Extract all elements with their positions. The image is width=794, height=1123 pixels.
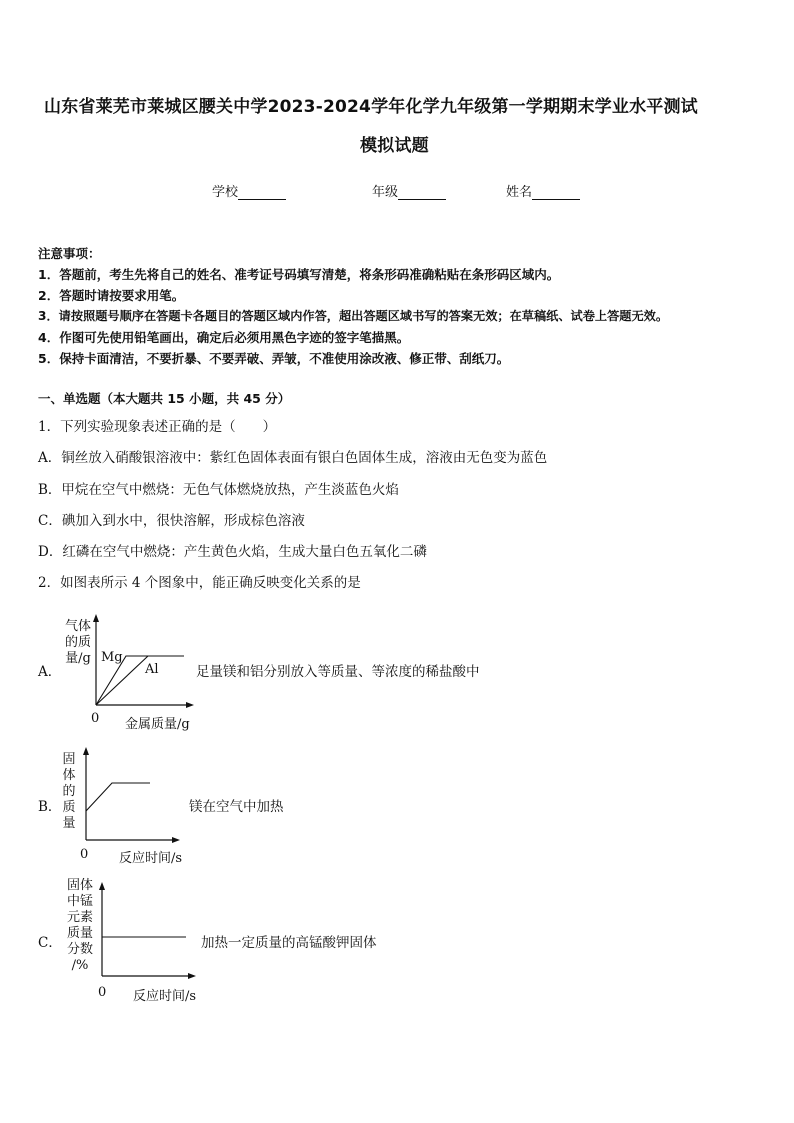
graph-a-x-axis-label: 金属质量/g [125, 717, 190, 732]
notice-item: 1．答题前，考生先将自己的姓名、准考证号码填写清楚，将条形码准确粘贴在条形码区域内。 [38, 267, 560, 282]
graph-c-y-axis-label: 固体 中锰 元素 质量 分数 /% [66, 878, 93, 973]
notice-item: 3．请按照题号顺序在答题卡各题目的答题区域内作答，超出答题区域书写的答案无效；在草稿纸、试卷上答题无效。 [38, 309, 669, 323]
question-1-option-b[interactable]: B．甲烷在空气中燃烧：无色气体燃烧放热，产生淡蓝色火焰 [38, 482, 399, 498]
school-field[interactable] [212, 181, 286, 200]
graph-b-y-axis-label: 固 体 的 质 量 [62, 752, 76, 831]
graph-c [94, 880, 204, 980]
graph-c-x-arrow [188, 973, 196, 979]
exam-title-line1: 山东省莱芜市莱城区腰关中学2023-2024学年化学九年级第一学期期末学业水平测试 [44, 97, 698, 117]
question-1-option-a[interactable]: A．铜丝放入硝酸银溶液中：紫红色固体表面有银白色固体生成，溶液由无色变为蓝色 [38, 450, 548, 466]
graph-b-line [86, 783, 150, 811]
notice-item: 5．保持卡面清洁，不要折暴、不要弄破、弄皱，不准使用涂改液、修正带、刮纸刀。 [38, 351, 510, 366]
question-1-stem: 1．下列实验现象表述正确的是（ ） [38, 419, 277, 435]
name-field[interactable] [506, 181, 580, 200]
question-1-option-d[interactable]: D．红磷在空气中燃烧：产生黄色火焰，生成大量白色五氧化二磷 [38, 544, 427, 560]
notice-item: 2．答题时请按要求用笔。 [38, 288, 185, 303]
question-2-option-c-desc: 加热一定质量的高锰酸钾固体 [201, 935, 377, 951]
grade-blank[interactable] [398, 185, 446, 200]
graph-a-origin: 0 [91, 711, 100, 726]
question-1-option-c[interactable]: C．碘加入到水中，很快溶解，形成棕色溶液 [38, 513, 305, 529]
question-2-option-c-label[interactable]: C． [38, 935, 62, 951]
graph-b-x-arrow [172, 837, 180, 843]
graph-b-origin: 0 [80, 847, 89, 862]
graph-a-x-arrow [186, 702, 194, 708]
graph-a-y-arrow [93, 614, 99, 622]
school-blank[interactable] [238, 185, 286, 200]
graph-a-al-label: Al [145, 662, 159, 677]
graph-b [78, 745, 188, 845]
graph-b-y-arrow [83, 747, 89, 755]
graph-a-mg-label: Mg [101, 650, 123, 665]
exam-title-line2: 模拟试题 [360, 136, 429, 156]
graph-a-y-axis-label: 气体 的质 量/g [64, 619, 91, 666]
notice-heading: 注意事项： [38, 246, 101, 261]
question-2-stem: 2．如图表所示 4 个图象中，能正确反映变化关系的是 [38, 575, 361, 591]
question-2-option-a-desc: 足量镁和铝分别放入等质量、等浓度的稀盐酸中 [196, 664, 480, 680]
graph-c-y-arrow [99, 882, 105, 890]
graph-c-origin: 0 [98, 985, 107, 1000]
name-blank[interactable] [532, 185, 580, 200]
grade-field[interactable] [372, 181, 446, 200]
question-2-option-b-label[interactable]: B． [38, 799, 62, 815]
question-2-option-a-label[interactable]: A． [38, 664, 62, 680]
graph-b-x-axis-label: 反应时间/s [119, 851, 183, 866]
graph-c-x-axis-label: 反应时间/s [133, 989, 197, 1004]
section-heading: 一、单选题（本大题共 15 小题，共 45 分） [38, 391, 291, 406]
grade-label: 年级 [372, 185, 399, 200]
school-label: 学校 [212, 185, 239, 200]
name-label: 姓名 [506, 185, 533, 200]
notice-item: 4．作图可先使用铅笔画出，确定后必须用黑色字迹的签字笔描黑。 [38, 330, 410, 345]
question-2-option-b-desc: 镁在空气中加热 [189, 799, 284, 815]
